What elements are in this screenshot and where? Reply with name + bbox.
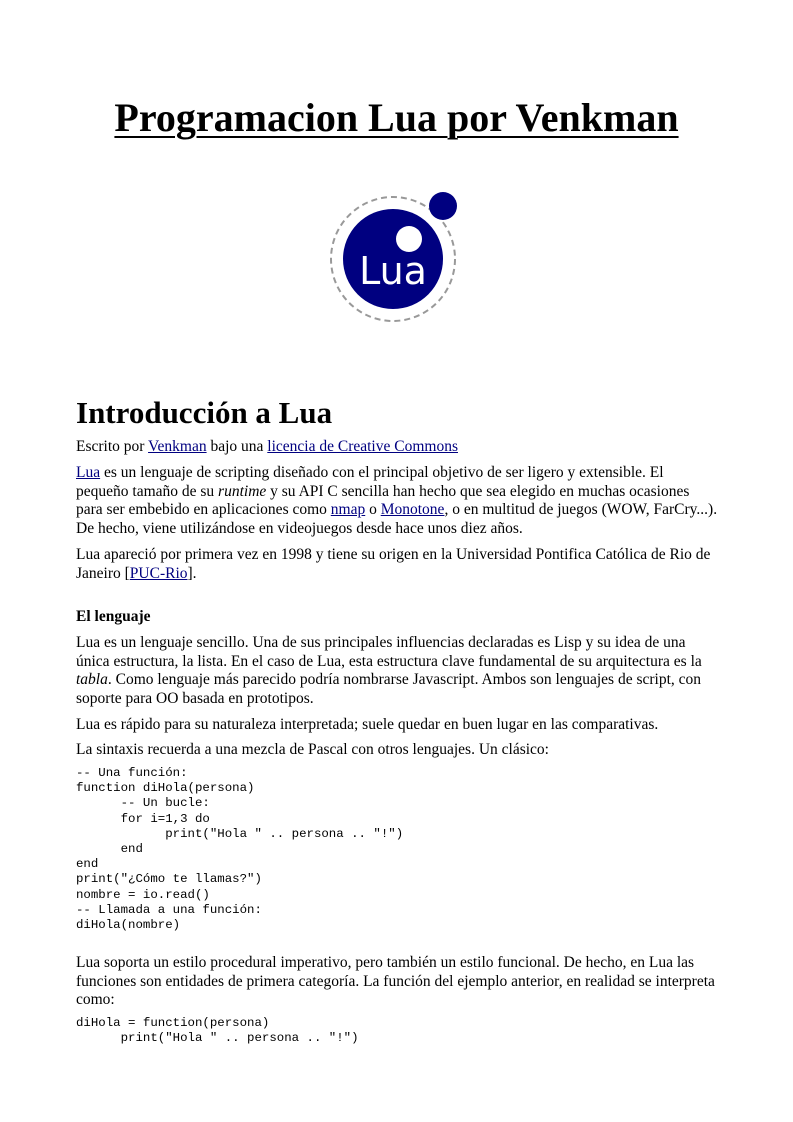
lenguaje-paragraph-4: Lua soporta un estilo procedural imperativo, pero también un estilo funcional. De hecho, en Lua las funciones son entidades de primera categoría. La función del ejemplo anterior, en realidad se interpreta como:	[76, 954, 715, 1009]
lenguaje-paragraph-1: Lua es un lenguaje sencillo. Una de sus principales influencias declaradas es Lisp y su idea de una única estructura, la lista. En el caso de Lua, esta estructura clave fundamental de su arquitectura es la tabla. Como lenguaje más parecido podría nombrarse Javascript. Ambos son lenguajes de script, con soporte para OO basada en prototipos.	[76, 634, 702, 707]
page-title: Programacion Lua por Venkman	[114, 95, 679, 140]
intro-paragraph-1: Lua es un lenguaje de scripting diseñado con el principal objetivo de ser ligero y extensible. El pequeño tamaño de su runtime y su API C sencilla han hecho que sea elegido en muchas ocasiones para ser embebido en aplicaciones como nmap o Monotone, o en multitud de juegos (WOW, FarCry...). De hecho, viene utilizándose en videojuegos desde hace unos diez años.	[76, 464, 718, 537]
logo-text: Lua	[359, 249, 427, 293]
lua-logo-icon	[329, 187, 461, 327]
code-block-2: diHola = function(persona) print("Hola " .. persona .. "!")	[76, 1016, 359, 1046]
intro-heading: Introducción a Lua	[76, 395, 333, 430]
puc-rio-link[interactable]: PUC-Rio	[129, 564, 188, 582]
logo-moon	[429, 192, 457, 220]
monotone-link[interactable]: Monotone	[380, 501, 445, 519]
byline: Escrito por Venkman bajo una licencia de Creative Commons	[76, 438, 458, 455]
lenguaje-paragraph-2: Lua es rápido para su naturaleza interpretada; suele quedar en buen lugar en las comparativas.	[76, 716, 659, 733]
license-link[interactable]: licencia de Creative Commons	[267, 438, 458, 455]
nmap-link[interactable]: nmap	[330, 501, 366, 519]
lua-link[interactable]: Lua	[76, 464, 101, 481]
intro-paragraph-2: Lua apareció por primera vez en 1998 y tiene su origen en la Universidad Pontifica Católica de Rio de Janeiro [PUC-Rio].	[76, 546, 711, 582]
lenguaje-paragraph-3: La sintaxis recuerda a una mezcla de Pascal con otros lenguajes. Un clásico:	[76, 741, 549, 758]
code-block-1: -- Una función: function diHola(persona) -- Un bucle: for i=1,3 do print("Hola " .. persona .. "!") end end print("¿Cómo te llamas?") nombre = io.read() -- Llamada a una función: diHola(nombre)	[76, 766, 404, 933]
lenguaje-heading: El lenguaje	[76, 608, 151, 625]
author-link[interactable]: Venkman	[148, 438, 207, 455]
